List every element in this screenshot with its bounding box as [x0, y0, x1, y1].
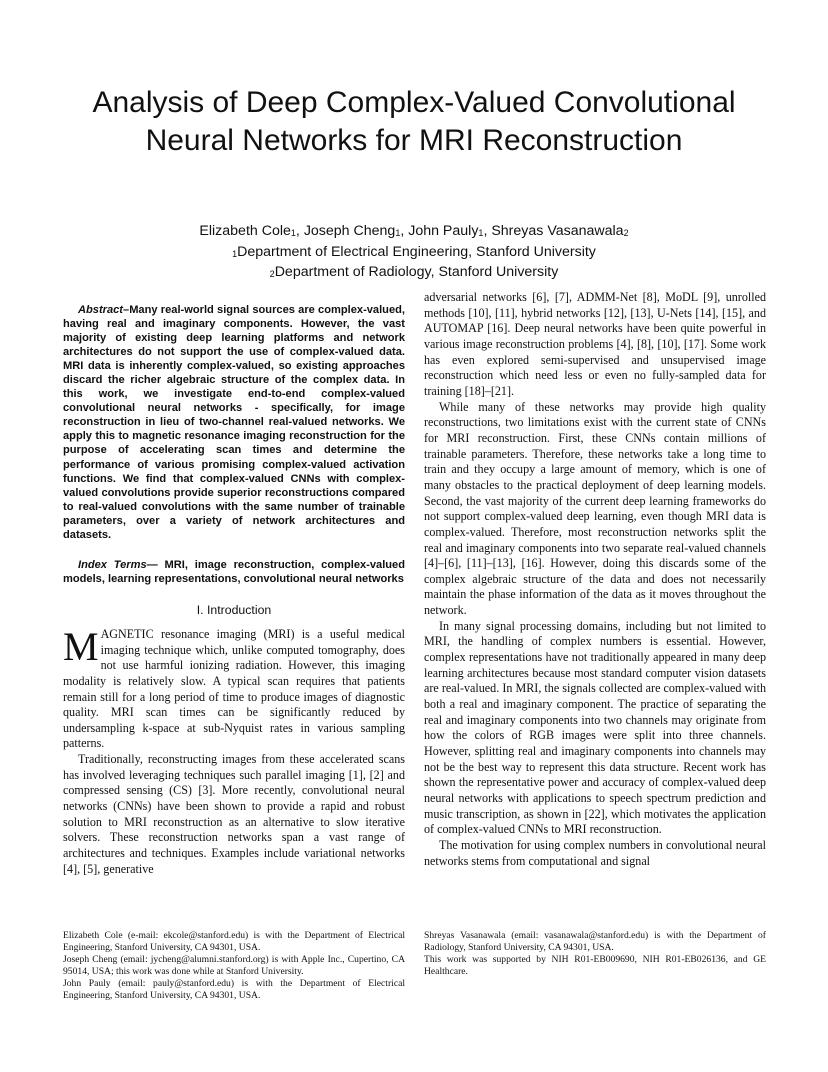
footnote: Shreyas Vasanawala (email: vasanawala@stanford.edu) is with the Department of Radiology, Stanford University, CA 94301, USA. [424, 930, 766, 954]
author-affil-marker: 2 [623, 228, 629, 238]
index-terms-text: MRI, image reconstruction, complex-valued models, learning representations, convolutional neural networks [63, 558, 405, 585]
author-affil-marker: 1 [478, 228, 484, 238]
author-name: Shreyas Vasanawala [491, 223, 624, 239]
right-column [424, 290, 766, 869]
affiliation-line [60, 243, 768, 264]
footnote: Joseph Cheng (email: jycheng@alumni.stanford.org) is with Apple Inc., Cupertino, CA 95014, USA; this work was done while at Stanford University. [63, 954, 405, 978]
footnote: John Pauly (email: pauly@stanford.edu) is with the Department of Electrical Engineering, Stanford University, CA 94301, USA. [63, 978, 405, 1002]
author-separator: , [295, 223, 304, 239]
author-separator: , [400, 223, 409, 239]
author-block [60, 222, 768, 284]
intro-paragraph-3: While many of these networks may provide high quality reconstructions, two limitations exist with the current state of CNNs for MRI reconstruction. First, these CNNs contain millions of trainable parameters. Therefore, these networks take a long time to train and they occupy a large amount of memory, which is one of many obstacles to the practical deployment of deep learning models. Second, the vast majority of the current deep learning frameworks do not support complex-valued deep learning, even though MRI data is complex-valued. Therefore, most reconstruction networks split the real and imaginary components into two separate real-valued channels [4]–[6], [11]–[13], [16]. However, doing this discards some of the complex algebraic structure of the data and does not necessarily maintain the phase information of the data as it moves throughout the network. [424, 399, 766, 618]
intro-paragraph-2: Traditionally, reconstructing images from these accelerated scans has involved leveraging techniques such parallel imaging [1], [2] and compressed sensing (CS) [3]. More recently, convolutional neural networks (CNNs) have been shown to provide a rapid and robust solution to MRI reconstruction as an alternative to slow iterative solvers. These reconstruction networks span a vast range of architectures and techniques. Examples include variational networks [4], [5], generative [63, 752, 405, 876]
footnotes-left [63, 930, 405, 1003]
index-terms-dash: — [146, 558, 158, 571]
affiliation-marker: 2 [269, 269, 275, 279]
abstract-text: Many real-world signal sources are complex-valued, having real and imaginary components. However, the vast majority of existing deep learning platforms and network architectures do not support the use of complex-valued data. MRI data is inherently complex-valued, so existing approaches discard the richer algebraic structure of the complex data. In this work, we investigate end-to-end complex-valued convolutional neural networks - specifically, for image reconstruction in lieu of two-channel real-valued networks. We apply this to magnetic resonance imaging reconstruction for the purpose of accelerating scan times and determine the performance of various promising complex-valued activation functions. We find that complex-valued CNNs with complex-valued convolutions provide superior reconstructions compared to real-valued convolutions with the same number of trainable parameters, over a variety of network architectures and datasets. [63, 304, 405, 541]
author-affil-marker: 1 [290, 228, 296, 238]
affiliation-marker: 1 [232, 248, 238, 259]
intro-paragraph-2-continued: adversarial networks [6], [7], ADMM-Net [8], MoDL [9], unrolled methods [10], [11], hybrid networks [12], [13], U-Nets [14], [15], and AUTOMAP [16]. Deep neural networks have been quite powerful in various image reconstruction problems [4], [8], [10], [17]. Some work has even explored semi-supervised and unsupervised image reconstruction which need less or even no fully-sampled data for training [18]–[21]. [424, 290, 766, 398]
affiliation-text: Department of Electrical Engineering, Stanford University [237, 243, 596, 260]
author-name: Elizabeth Cole [199, 223, 291, 239]
abstract-heading: Abstract [78, 304, 124, 316]
left-column [63, 290, 405, 877]
intro-paragraph-4: In many signal processing domains, including but not limited to MRI, the handling of complex numbers is essential. However, complex representations have not traditionally appeared in many deep learning architectures because most standard computer vision datasets are real-valued. In MRI, the signals collected are complex-valued with both a real and imaginary component. The practice of separating the real and imaginary components into two channels may originate from how the colors of RGB images were split into three channels. However, splitting real and imaginary components into channels may not be the best way to represent this data structure. Recent work has shown the representative power and accuracy of complex-valued deep neural networks with applications to speech spectrum prediction and music transcription, as shown in [22], which motivates the application of complex-valued CNNs to MRI reconstruction. [424, 618, 766, 837]
footnotes-right [424, 930, 766, 978]
author-name: Joseph Cheng [303, 223, 396, 239]
footnote: This work was supported by NIH R01-EB009690, NIH R01-EB026136, and GE Healthcare. [424, 954, 766, 978]
drop-cap: M [63, 623, 99, 669]
author-name: John Pauly [408, 223, 479, 239]
affiliation-text: Department of Radiology, Stanford University [274, 264, 559, 280]
section-heading: I. Introduction [196, 602, 272, 617]
intro-paragraph-5: The motivation for using complex numbers in convolutional neural networks stems from computational and signal [424, 837, 766, 868]
index-terms-heading: Index Terms [78, 558, 147, 571]
paper-title: Analysis of Deep Complex-Valued Convolutional Neural Networks for MRI Reconstruction [92, 86, 736, 158]
affiliation-line [60, 263, 768, 284]
author-separator: , [483, 223, 492, 239]
author-affil-marker: 1 [395, 228, 401, 238]
index-terms [63, 558, 405, 586]
intro-paragraph-1 [63, 623, 405, 752]
abstract-dash: – [123, 304, 130, 316]
author-list [60, 222, 768, 243]
abstract [63, 303, 405, 542]
paragraph-text: AGNETIC resonance imaging (MRI) is a useful medical imaging technique which, unlike computed tomography, does not use harmful ionizing radiation. However, this imaging modality is relatively slow. A typical scan requires that patients remain still for a long period of time to produce images of diagnostic quality. MRI scan times can be significantly reduced by undersampling k-space at sub-Nyquist rates in various sampling patterns. [63, 626, 405, 751]
footnote: Elizabeth Cole (e-mail: ekcole@stanford.edu) is with the Department of Electrical Engineering, Stanford University, CA 94301, USA. [63, 930, 405, 954]
